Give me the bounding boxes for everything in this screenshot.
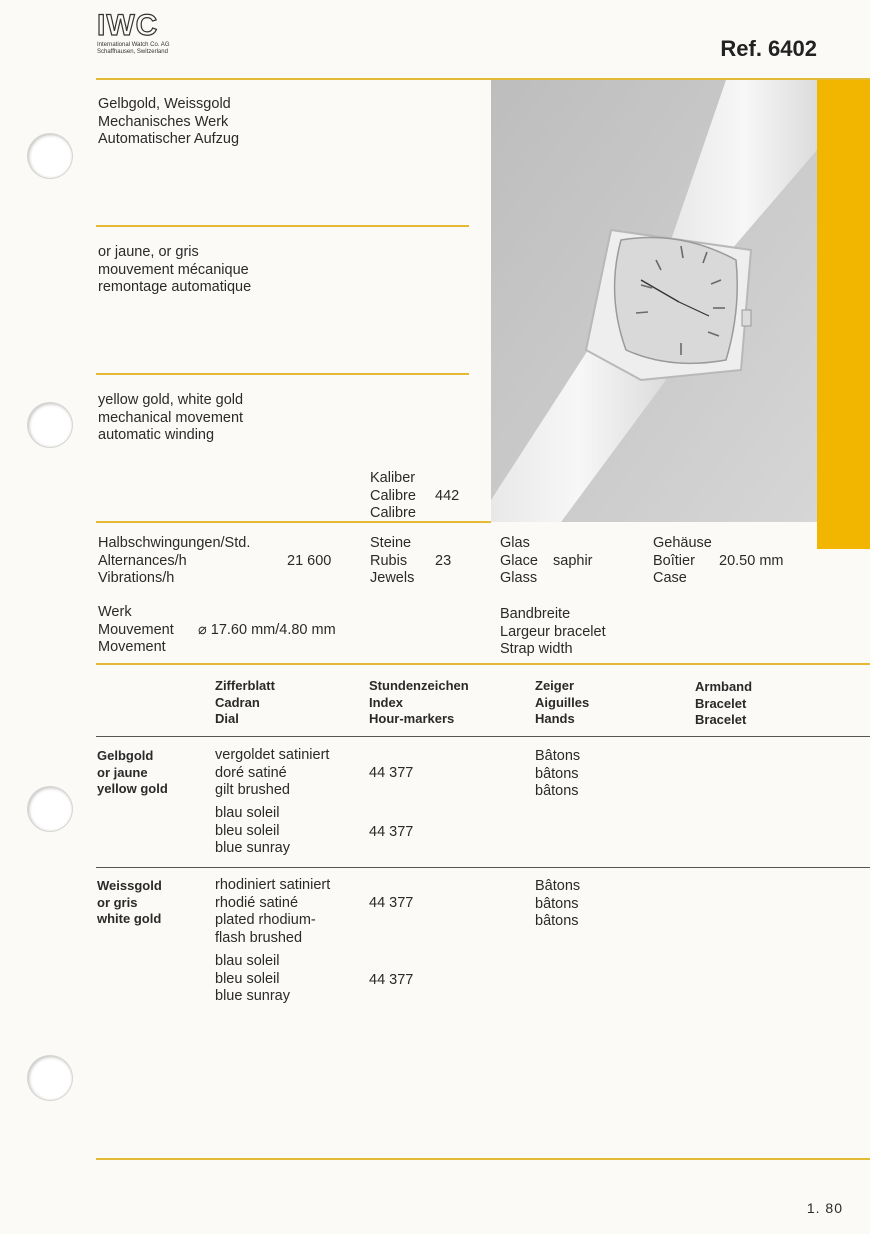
iwc-logo xyxy=(97,10,169,56)
binder-hole-4 xyxy=(28,1056,72,1100)
calibre-labels xyxy=(370,470,416,523)
header-dial xyxy=(215,678,275,728)
metal-line: yellow gold xyxy=(97,781,168,796)
header-hands xyxy=(535,678,589,728)
desc-line: automatic winding xyxy=(98,427,215,443)
dial-option xyxy=(215,747,329,800)
company-name: International Watch Co. AG xyxy=(97,42,170,48)
case-labels xyxy=(653,535,712,588)
dial-line: plated rhodium- xyxy=(215,912,316,928)
metal-line: white gold xyxy=(97,911,162,926)
index-value: 44 377 xyxy=(369,824,414,840)
header-line: Zifferblatt xyxy=(215,678,275,693)
glass-value: saphir xyxy=(553,553,593,569)
description-german xyxy=(98,96,239,149)
dial-line: blue sunray xyxy=(215,840,290,856)
jewels-label: Jewels xyxy=(370,570,415,586)
vibrations-value: 21 600 xyxy=(287,553,332,569)
bottom-rule xyxy=(96,1158,870,1160)
binder-hole-2 xyxy=(28,403,72,447)
glass-labels xyxy=(500,535,538,588)
dial-option xyxy=(215,953,290,1006)
desc-line: mechanical movement xyxy=(98,409,244,426)
case-label: Gehäuse xyxy=(653,535,712,551)
header-line: Hour-markers xyxy=(369,711,455,726)
page-number: 1. 80 xyxy=(806,1200,843,1216)
calibre-label: Calibre xyxy=(370,505,416,521)
watch-image xyxy=(491,80,817,522)
glass-label: Glace xyxy=(500,552,538,569)
vibrations-label: Halbschwingungen/Std. xyxy=(98,535,251,551)
metal-white-gold xyxy=(97,878,162,928)
strap-label: Largeur bracelet xyxy=(500,623,606,640)
movement-label: Mouvement xyxy=(98,621,174,638)
header-rule xyxy=(96,736,870,737)
hands-line: Bâtons xyxy=(535,748,581,764)
strap-labels xyxy=(500,606,606,659)
dial-line: blau soleil xyxy=(215,953,280,969)
dial-line: blue sunray xyxy=(215,988,290,1004)
description-french xyxy=(98,244,251,297)
watch-photo xyxy=(491,80,817,522)
dial-line: blau soleil xyxy=(215,805,280,821)
rule-specs-end xyxy=(96,663,870,665)
hands-line: bâtons xyxy=(535,765,579,782)
dial-line: bleu soleil xyxy=(215,822,280,839)
calibre-label: Kaliber xyxy=(370,470,416,486)
strap-label: Bandbreite xyxy=(500,606,571,622)
company-location: Schaffhausen, Switzerland xyxy=(97,49,168,55)
dial-line: doré satiné xyxy=(215,764,287,781)
movement-value: ⌀ 17.60 mm/4.80 mm xyxy=(198,622,336,638)
metal-line: or jaune xyxy=(97,764,148,780)
jewels-label: Rubis xyxy=(370,552,408,569)
dial-line: vergoldet satiniert xyxy=(215,747,330,763)
index-value: 44 377 xyxy=(369,765,414,781)
header-hour-markers xyxy=(369,678,469,728)
dial-option xyxy=(215,877,330,947)
header-line: Index xyxy=(369,694,403,710)
desc-line: or jaune, or gris xyxy=(98,244,199,260)
header-line: Stundenzeichen xyxy=(369,678,469,693)
hands-option xyxy=(535,748,580,801)
jewels-value: 23 xyxy=(435,553,452,569)
desc-line: yellow gold, white gold xyxy=(98,392,244,408)
accent-bar xyxy=(817,80,870,549)
dial-option xyxy=(215,805,290,858)
header-line: Zeiger xyxy=(535,678,575,693)
dial-line: bleu soleil xyxy=(215,970,280,987)
metal-line: Weissgold xyxy=(97,878,162,893)
header-line: Bracelet xyxy=(695,712,747,727)
header-line: Dial xyxy=(215,711,239,726)
hands-line: Bâtons xyxy=(535,878,581,894)
reference-number: Ref. 6402 xyxy=(720,36,817,61)
binder-hole-3 xyxy=(28,787,72,831)
group-rule xyxy=(96,867,870,868)
metal-line: Gelbgold xyxy=(97,748,154,763)
desc-line: remontage automatique xyxy=(98,279,252,295)
logo-mark: IWC xyxy=(97,9,159,42)
dial-line: rhodiniert satiniert xyxy=(215,877,331,893)
strap-label: Strap width xyxy=(500,641,573,657)
jewels-labels xyxy=(370,535,414,588)
desc-line: Mechanisches Werk xyxy=(98,113,229,130)
desc-line: Automatischer Aufzug xyxy=(98,131,240,147)
case-value: 20.50 mm xyxy=(719,553,784,569)
binder-hole-1 xyxy=(28,134,72,178)
rule-fr xyxy=(96,373,469,375)
glass-label: Glas xyxy=(500,535,530,551)
header-line: Armband xyxy=(695,679,753,694)
case-label: Case xyxy=(653,570,687,586)
vibrations-label: Vibrations/h xyxy=(98,570,175,586)
header-line: Cadran xyxy=(215,694,260,710)
hands-option xyxy=(535,878,580,931)
header-line: Aiguilles xyxy=(535,694,590,710)
glass-label: Glass xyxy=(500,570,538,586)
movement-labels xyxy=(98,604,174,657)
vibrations-label: Alternances/h xyxy=(98,552,187,569)
vibrations-labels xyxy=(98,535,250,588)
desc-line: mouvement mécanique xyxy=(98,261,249,278)
desc-line: Gelbgold, Weissgold xyxy=(98,96,231,112)
header-line: Hands xyxy=(535,711,575,726)
case-label: Boîtier xyxy=(653,552,695,569)
calibre-value: 442 xyxy=(435,488,460,504)
movement-label: Werk xyxy=(98,604,132,620)
hands-line: bâtons xyxy=(535,783,579,799)
dial-line: rhodié satiné xyxy=(215,894,299,911)
rule-specs xyxy=(96,521,491,523)
header-line: Bracelet xyxy=(695,695,747,711)
rule-de xyxy=(96,225,469,227)
metal-yellow-gold xyxy=(97,748,168,798)
hands-line: bâtons xyxy=(535,895,579,912)
index-value: 44 377 xyxy=(369,895,414,911)
movement-label: Movement xyxy=(98,639,166,655)
hands-line: bâtons xyxy=(535,913,579,929)
dial-line: flash brushed xyxy=(215,929,303,946)
metal-line: or gris xyxy=(97,894,138,910)
dial-line: gilt brushed xyxy=(215,782,290,798)
description-english xyxy=(98,392,243,445)
calibre-label: Calibre xyxy=(370,487,416,504)
header-bracelet xyxy=(695,679,752,729)
index-value: 44 377 xyxy=(369,972,414,988)
jewels-label: Steine xyxy=(370,535,412,551)
